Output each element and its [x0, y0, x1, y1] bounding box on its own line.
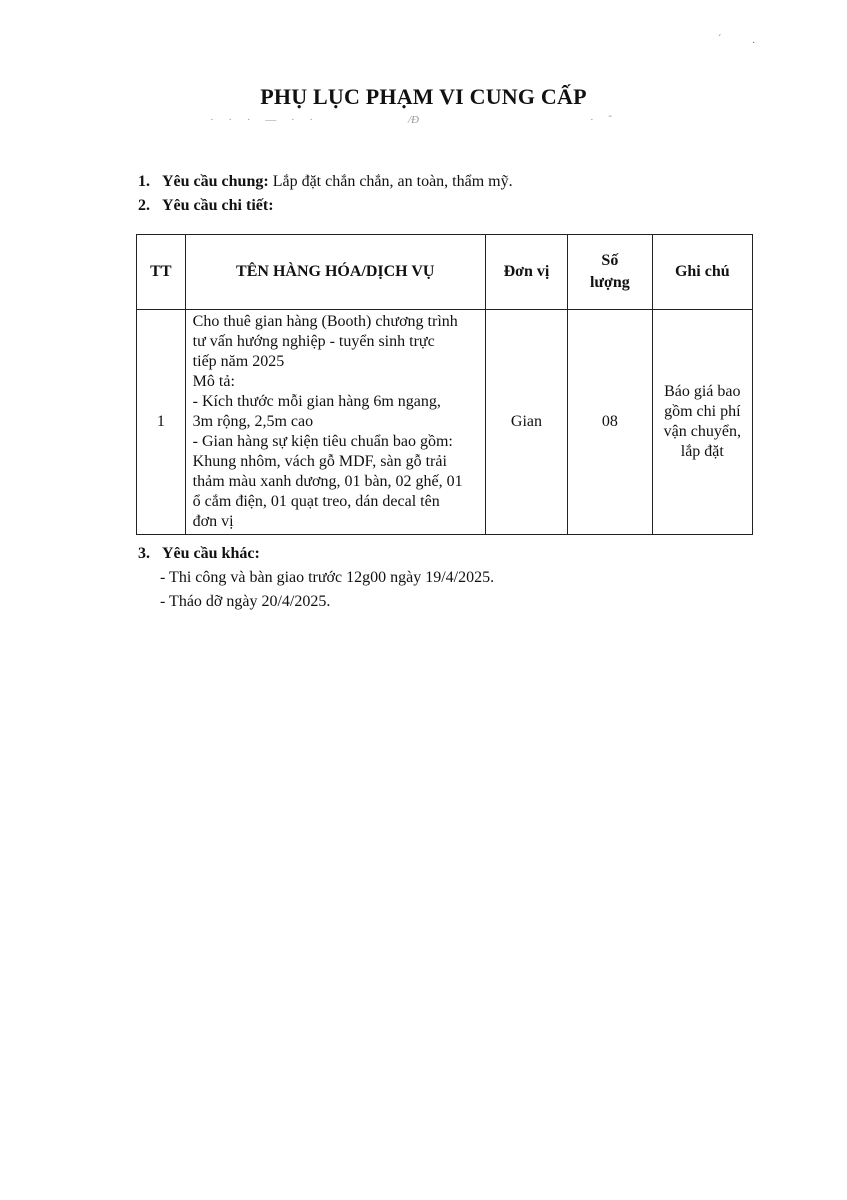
section-number: 1.: [138, 173, 150, 190]
description-line: - Gian hàng sự kiện tiêu chuẩn bao gồm:: [192, 433, 453, 450]
description-line: - Kích thước mỗi gian hàng 6m ngang,: [192, 393, 441, 410]
page-title: PHỤ LỤC PHẠM VI CUNG CẤP: [260, 84, 587, 109]
header-tt: TT: [137, 235, 186, 310]
cell-unit: Gian: [485, 310, 567, 535]
other-requirement-item: - Thi công và bàn giao trước 12g00 ngày 19/4/2025.: [160, 569, 495, 586]
faint-mark-text: /Đ: [408, 114, 419, 126]
faint-scan-marks: · · · — · · /Đ · ˆ: [210, 114, 619, 126]
section-detailed-requirements: [138, 197, 274, 215]
note-line: vận chuyển,: [663, 423, 741, 440]
table-row: [137, 310, 753, 535]
section-heading: Yêu cầu khác:: [162, 545, 260, 562]
note-line: lắp đặt: [680, 443, 724, 460]
description-line: thảm màu xanh dương, 01 bàn, 02 ghế, 01: [192, 473, 463, 490]
description-line: Khung nhôm, vách gỗ MDF, sàn gỗ trải: [192, 453, 447, 470]
section-number: 3.: [138, 545, 150, 562]
header-qty-line2: lượng: [589, 274, 630, 291]
header-qty-line1: Số: [601, 252, 619, 269]
cell-description: [185, 310, 485, 535]
description-line: 3m rộng, 2,5m cao: [192, 413, 314, 430]
scan-speck: ˊ: [718, 34, 722, 45]
section-number: 2.: [138, 197, 150, 214]
header-unit: Đơn vị: [485, 235, 567, 310]
header-name: TÊN HÀNG HÓA/DỊCH VỤ: [185, 235, 485, 310]
description-line: Cho thuê gian hàng (Booth) chương trình: [192, 313, 458, 330]
note-line: Báo giá bao: [664, 383, 741, 400]
section-heading: Yêu cầu chung:: [162, 173, 269, 190]
scope-table: [136, 234, 753, 535]
cell-note: [652, 310, 752, 535]
cell-qty: 08: [568, 310, 652, 535]
scan-speck: ·: [752, 38, 756, 49]
section-other-requirements: [138, 545, 260, 563]
description-line: Mô tả:: [192, 373, 235, 390]
section-text: Lắp đặt chắn chắn, an toàn, thẩm mỹ.: [268, 173, 513, 190]
description-line: đơn vị: [192, 513, 234, 530]
header-note: Ghi chú: [652, 235, 752, 310]
description-line: tiếp năm 2025: [192, 353, 285, 370]
table-header-row: [137, 235, 753, 310]
section-heading: Yêu cầu chi tiết:: [162, 197, 274, 214]
header-qty: [568, 235, 652, 310]
section-general-requirements: [138, 173, 513, 191]
note-line: gồm chi phí: [664, 403, 741, 420]
description-line: ổ cắm điện, 01 quạt treo, dán decal tên: [192, 493, 440, 510]
description-line: tư vấn hướng nghiệp - tuyển sinh trực: [192, 333, 435, 350]
cell-tt: 1: [137, 310, 186, 535]
other-requirement-item: - Tháo dỡ ngày 20/4/2025.: [160, 593, 331, 610]
